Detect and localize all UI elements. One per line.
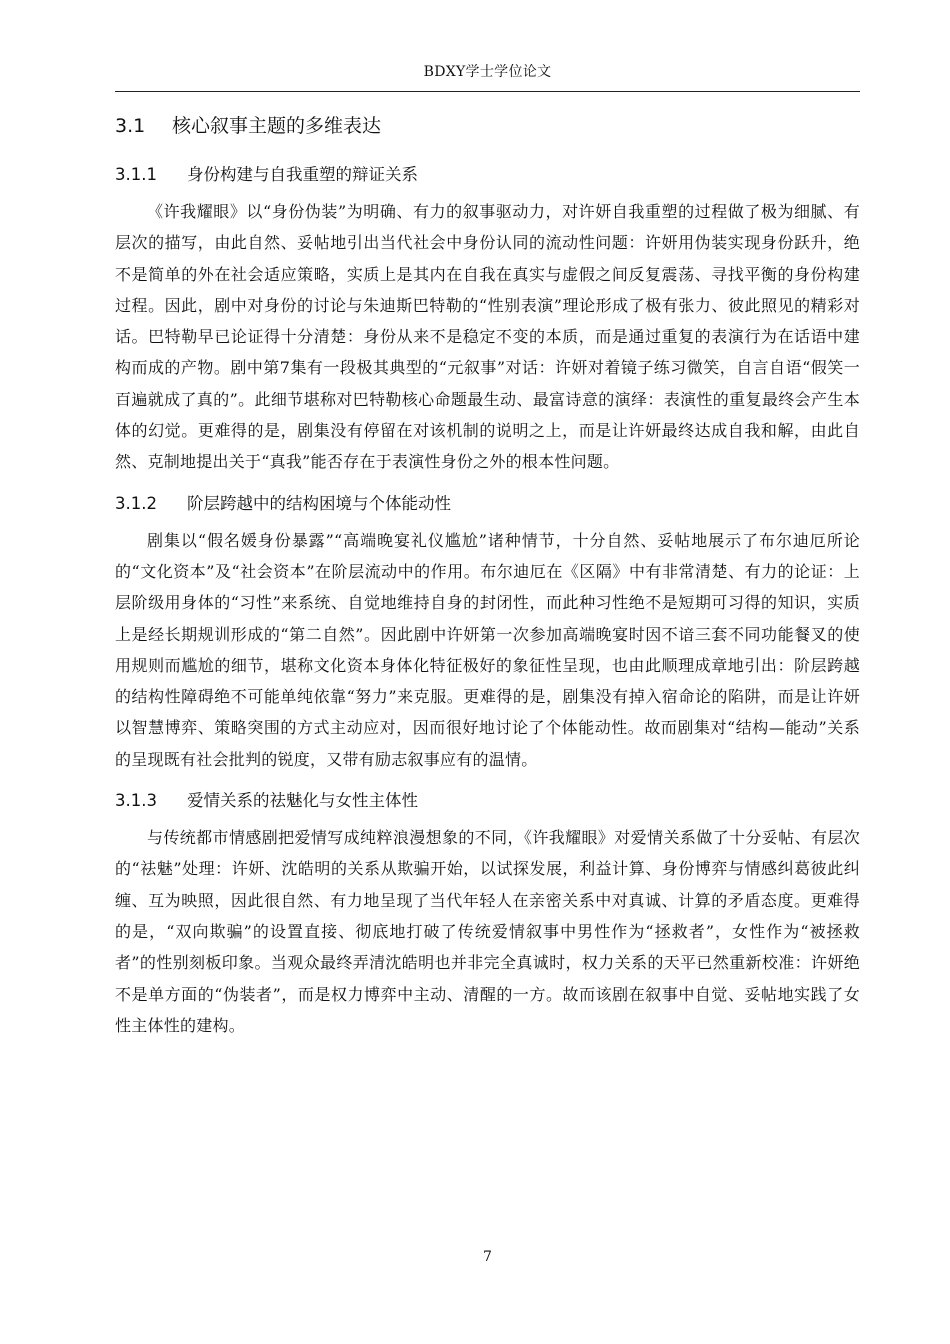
subsection-number: 3.1.3 <box>115 791 157 811</box>
body-paragraph: 与传统都市情感剧把爱情写成纯粹浪漫想象的不同，《许我耀眼》对爱情关系做了十分妥帖、有层次的“祛魅”处理：许妍、沈皓明的关系从欺骗开始，以试探发展，利益计算、身份博弈与情感纠葛彼此纠缠、互为映照，因此很自然、有力地呈现了当代年轻人在亲密关系中对真诚、计算的矛盾态度。更难得的是，“双向欺骗”的设置直接、彻底地打破了传统爱情叙事中男性作为“拯救者”，女性作为“被拯救者”的性别刻板印象。当观众最终弄清沈皓明也并非完全真诚时，权力关系的天平已然重新校准：许妍绝不是单方面的“伪装者”，而是权力博弈中主动、清醒的一方。故而该剧在叙事中自觉、妥帖地实践了女性主体性的建构。 <box>115 828 860 1035</box>
page-number: 7 <box>483 1249 492 1265</box>
page-content <box>115 112 860 1054</box>
subsection-heading-2 <box>115 491 860 517</box>
subsection-title: 身份构建与自我重塑的辩证关系 <box>187 165 418 184</box>
subsection-heading-1 <box>115 162 860 188</box>
section-number: 3.1 <box>115 115 146 137</box>
subsection-title: 阶层跨越中的结构困境与个体能动性 <box>187 493 451 513</box>
body-paragraph: 《许我耀眼》以“身份伪装”为明确、有力的叙事驱动力，对许妍自我重塑的过程做了极为细腻、有层次的描写，由此自然、妥帖地引出当代社会中身份认同的流动性问题：许妍用伪装实现身份跃升，绝不是简单的外在社会适应策略，实质上是其内在自我在真实与虚假之间反复震荡、寻找平衡的身份构建过程。因此，剧中对身份的讨论与朱迪斯巴特勒的“性别表演”理论形成了极有张力、彼此照见的精彩对话。巴特勒早已论证得十分清楚：身份从来不是稳定不变的本质，而是通过重复的表演行为在话语中建构而成的产物。剧中第7集有一段极其典型的“元叙事”对话：许妍对着镜子练习微笑，自言自语“假笑一百遍就成了真的”。此细节堪称对巴特勒核心命题最生动、最富诗意的演绎：表演性的重复最终会产生本体的幻觉。更难得的是，剧集没有停留在对该机制的说明之上，而是让许妍最终达成自我和解，由此自然、克制地提出关于“真我”能否存在于表演性身份之外的根本性问题。 <box>115 202 860 472</box>
section-title: 核心叙事主题的多维表达 <box>172 115 382 137</box>
thesis-page <box>115 0 860 1344</box>
subsection-heading-3 <box>115 788 860 814</box>
subsection-number: 3.1.2 <box>115 493 157 513</box>
body-paragraph: 剧集以“假名媛身份暴露”“高端晚宴礼仪尴尬”诸种情节，十分自然、妥帖地展示了布尔迪厄所论的“文化资本”及“社会资本”在阶层流动中的作用。布尔迪厄在《区隔》中有非常清楚、有力的论证：上层阶级用身体的“习性”来系统、自觉地维持自身的封闭性，而此种习性绝不是短期可习得的知识，实质上是经长期规训形成的“第二自然”。因此剧中许妍第一次参加高端晚宴时因不谙三套不同功能餐叉的使用规则而尴尬的细节，堪称文化资本身体化特征极好的象征性呈现，也由此顺理成章地引出：阶层跨越的结构性障碍绝不可能单纯依靠“努力”来克服。更难得的是，剧集没有掉入宿命论的陷阱，而是让许妍以智慧博弈、策略突围的方式主动应对，因而很好地讨论了个体能动性。故而剧集对“结构—能动”关系的呈现既有社会批判的锐度，又带有励志叙事应有的温情。 <box>115 530 860 769</box>
header-rule <box>115 91 860 92</box>
subsection-title: 爱情关系的祛魅化与女性主体性 <box>187 791 418 811</box>
subsection-number: 3.1.1 <box>115 165 157 184</box>
running-header: BDXY学士学位论文 <box>423 64 552 80</box>
section-heading <box>115 112 860 140</box>
